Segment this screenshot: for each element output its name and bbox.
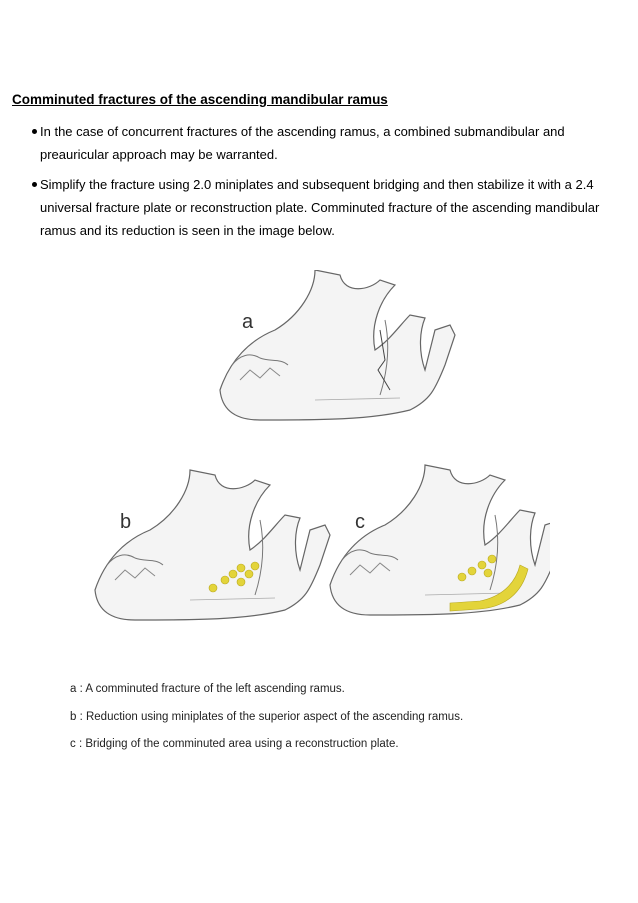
bullet-text: In the case of concurrent fractures of the ascending ramus, a combined submandibular and preauricular approach may be warranted. — [40, 124, 565, 162]
mandible-figure — [90, 270, 550, 650]
caption-b: b : Reduction using miniplates of the superior aspect of the ascending ramus. — [70, 711, 464, 723]
bullet-item — [12, 173, 634, 242]
caption-a: a : A comminuted fracture of the left ascending ramus. — [70, 683, 345, 695]
figure-panel-b — [95, 470, 330, 620]
section-heading: Comminuted fractures of the ascending mandibular ramus — [12, 92, 388, 107]
bullet-dot-icon — [32, 182, 37, 187]
panel-label-c: c — [355, 511, 365, 533]
bullet-text: Simplify the fracture using 2.0 miniplates and subsequent bridging and then stabilize it with a 2.4 universal fracture plate or reconstruction plate. Comminuted fracture of the ascending mandibular ramus and its reduction is seen in the image below. — [40, 177, 600, 238]
figure-panel-a — [220, 270, 455, 420]
panel-label-b: b — [120, 511, 132, 533]
bullet-item — [12, 120, 634, 166]
caption-c: c : Bridging of the comminuted area using a reconstruction plate. — [70, 738, 399, 750]
bullet-dot-icon — [32, 129, 37, 134]
figure-panel-c — [330, 465, 550, 615]
panel-label-a: a — [242, 311, 254, 333]
bullet-list — [12, 120, 634, 249]
